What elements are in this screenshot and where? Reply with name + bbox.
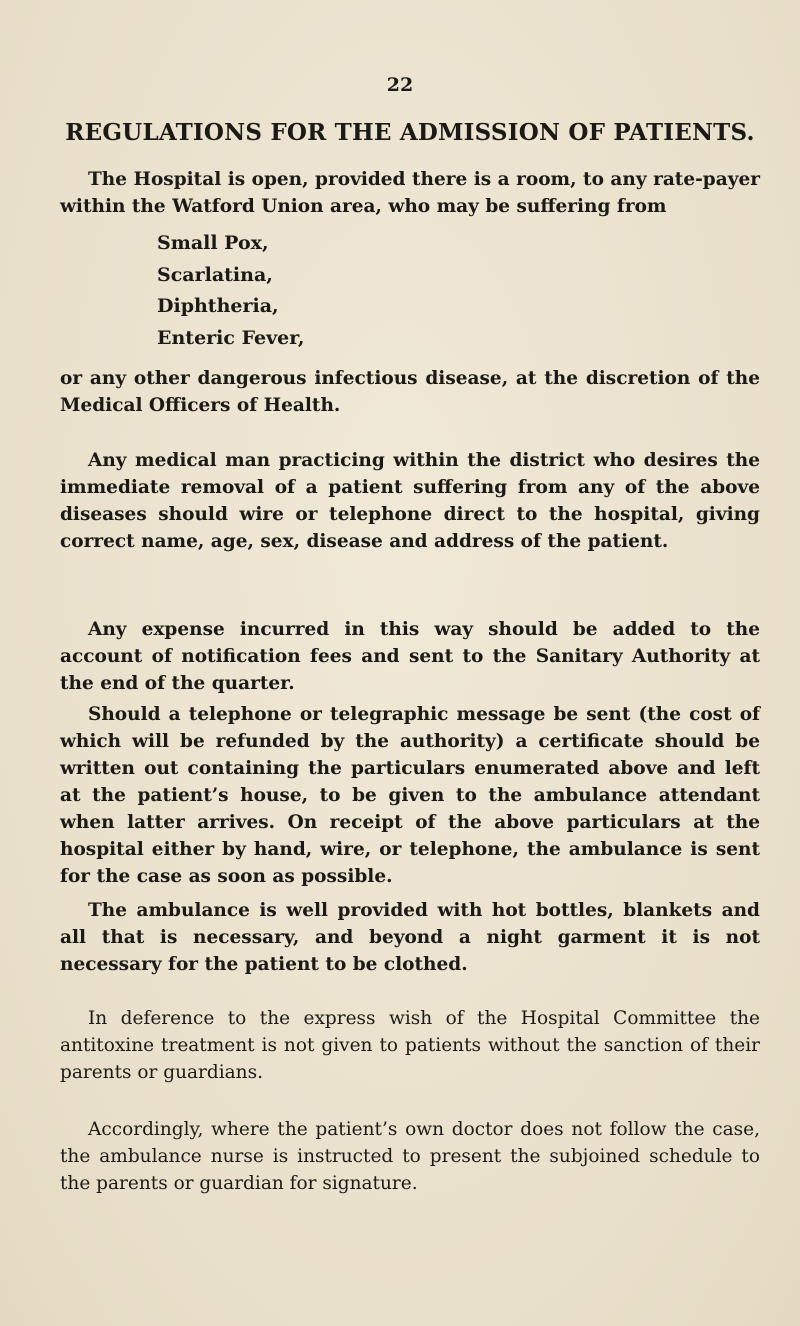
paragraph-expenses: Any expense incurred in this way should be added to the account of notification fees and sent to the Sanitary Authority at the end of the quarter.	[60, 619, 760, 694]
paragraph-removal-request: Any medical man practicing within the district who desires the immediate removal of a patient suffering from any of the above diseases should wire or telephone direct to the hospital, giving correct name, age, sex, disease and address of the patient.	[60, 450, 760, 552]
page-title: REGULATIONS FOR THE ADMISSION OF PATIENTS.	[65, 119, 755, 146]
list-item: Small Pox,	[157, 232, 269, 254]
list-item: Enteric Fever,	[157, 326, 305, 349]
paragraph-eligibility: The Hospital is open, provided there is a room, to any rate-payer within the Watford Union area, who may be suffering from	[60, 169, 760, 217]
disease-list	[157, 228, 304, 354]
paragraph-antitoxine: In deference to the express wish of the Hospital Committee the antitoxine treatment is not given to patients without the sanction of their parents or guardians.	[60, 1008, 760, 1083]
paragraph-certificate: Should a telephone or telegraphic message be sent (the cost of which will be refunded by the authority) a certificate should be written out containing the particulars enumerated above and left at the patient’s house, to be given to the ambulance attendant when latter arrives. On receipt of the above particulars at the hospital either by hand, wire, or telephone, the ambulance is sent for the case as soon as possible.	[60, 704, 760, 887]
paragraph-schedule: Accordingly, where the patient’s own doctor does not follow the case, the ambulance nurse is instructed to present the subjoined schedule to the parents or guardian for signature.	[60, 1119, 760, 1194]
list-item: Scarlatina,	[157, 263, 273, 286]
page-number: 22	[386, 74, 414, 96]
list-item: Diphtheria,	[157, 295, 279, 317]
paragraph-ambulance: The ambulance is well provided with hot bottles, blankets and all that is necessary, and beyond a night garment it is not necessary for the patient to be clothed.	[60, 900, 760, 975]
paragraph-discretion: or any other dangerous infectious disease, at the discretion of the Medical Officers of Health.	[60, 368, 760, 416]
